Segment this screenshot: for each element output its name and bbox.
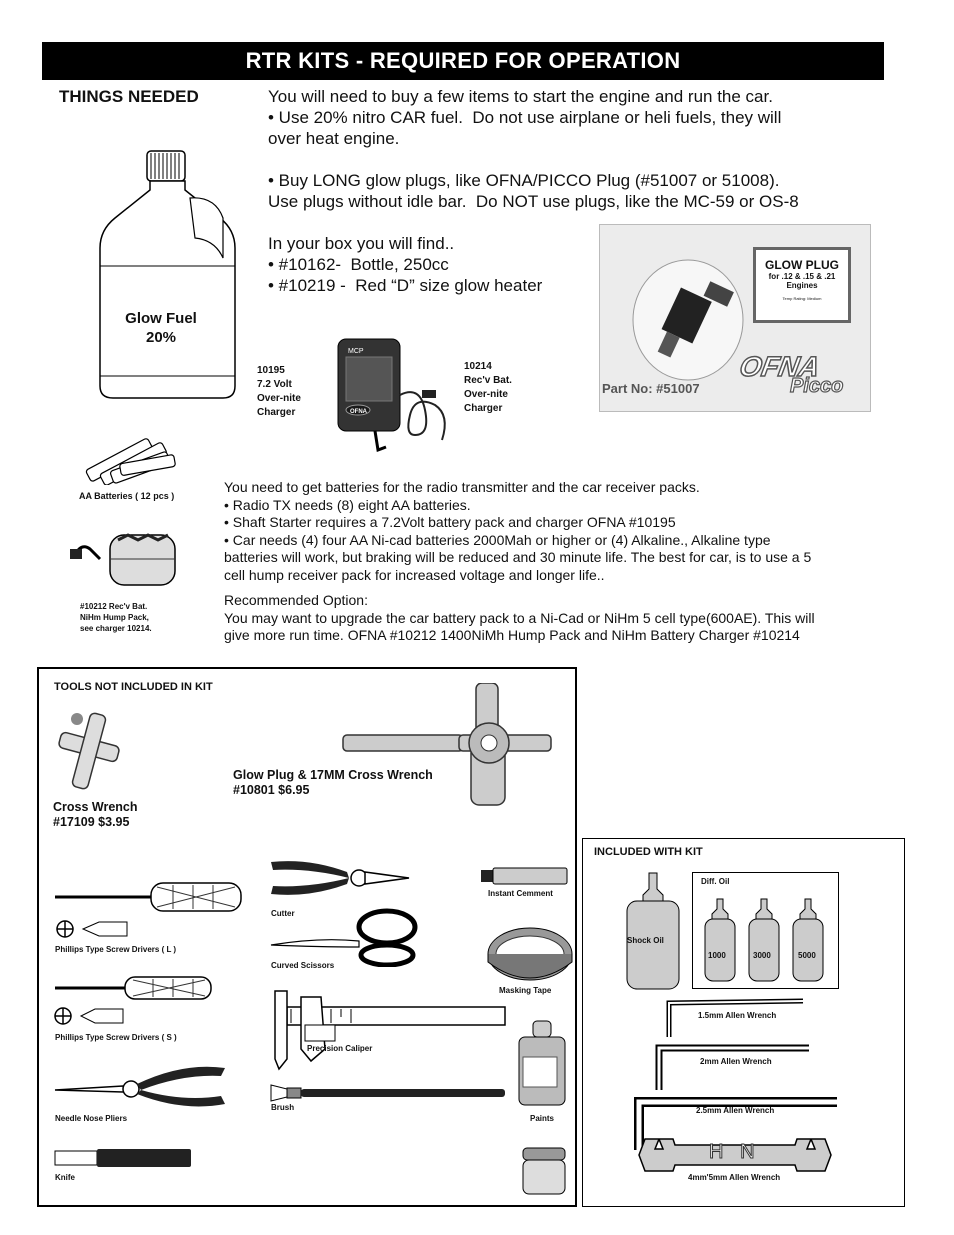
charger-label-line: 10214 — [464, 361, 492, 372]
picco-logo: Picco — [790, 375, 844, 397]
tools-heading: TOOLS NOT INCLUDED IN KIT — [54, 681, 213, 693]
glow-plug-icon — [628, 245, 748, 385]
charger-10195-label — [257, 364, 301, 420]
cross-wrench-caption-line: Cross Wrench — [53, 800, 138, 814]
oil-weight-1000: 1000 — [708, 951, 726, 960]
intro-line: In your box you will find.. — [268, 234, 455, 253]
intro-line: Use plugs without idle bar. Do NOT use plugs, like the MC-59 or OS-8 — [268, 192, 799, 211]
charger-icon — [330, 335, 458, 465]
intro-line: • #10219 - Red “D” size glow heater — [268, 276, 543, 295]
oil-weight-3000: 3000 — [753, 951, 771, 960]
allen-wrench-2-icon — [653, 1042, 813, 1094]
screwdriver-small-icon — [53, 974, 213, 1032]
screwdriver-large-icon — [53, 877, 243, 945]
battery-line — [224, 584, 894, 592]
glow-plug-subtitle: for .12 & .15 & .21 — [768, 272, 836, 281]
diff-oil-group — [692, 872, 839, 989]
cement-caption: Instant Cemment — [488, 889, 553, 898]
intro-line: over heat engine. — [268, 129, 400, 148]
things-needed-heading: THINGS NEEDED — [59, 87, 199, 106]
page-title: RTR KITS - REQUIRED FOR OPERATION — [245, 48, 681, 73]
allen-wrench-1-5-icon — [663, 997, 808, 1043]
shock-oil-label: Shock Oil — [627, 936, 664, 945]
glow-plug-rating: Temp Rating: Medium — [782, 296, 822, 301]
battery-line: You may want to upgrade the car battery pack to a Ni-Cad or NiHm 5 cell type(600AE). This will — [224, 609, 815, 626]
allen-2-5-caption: 2.5mm Allen Wrench — [696, 1106, 775, 1115]
instant-cement-icon — [479, 866, 571, 886]
precision-caliper-icon — [271, 989, 511, 1079]
hump-pack-caption — [80, 601, 152, 634]
intro-line: • #10162- Bottle, 250cc — [268, 255, 449, 274]
ofna-logo: OFNA — [737, 351, 823, 382]
batteries-text — [224, 479, 894, 645]
fuel-label-line: Glow Fuel — [125, 310, 197, 327]
oil-weight-5000: 5000 — [798, 951, 816, 960]
battery-line: • Radio TX needs (8) eight AA batteries. — [224, 496, 471, 513]
hump-pack-caption-line: NiHm Hump Pack, — [80, 613, 149, 622]
intro-line: You will need to buy a few items to start the engine and run the car. — [268, 87, 773, 106]
hump-pack-icon — [68, 525, 183, 600]
cutter-caption: Cutter — [271, 909, 295, 918]
battery-line: Recommended Option: — [224, 592, 368, 608]
brush-icon — [269, 1081, 509, 1105]
fuel-label-line: 20% — [145, 329, 177, 346]
glow-plug-package — [599, 224, 871, 412]
fuel-jug-icon — [95, 148, 240, 403]
battery-line: • Shaft Starter requires a 7.2Volt battery pack and charger OFNA #10195 — [224, 514, 676, 530]
cross-wrench-caption-line: #17109 $3.95 — [53, 815, 130, 829]
wrench-4-5-caption: 4mm'5mm Allen Wrench — [688, 1173, 781, 1182]
intro-line — [268, 149, 868, 170]
needle-pliers-caption: Needle Nose Pliers — [55, 1114, 128, 1123]
charger-label-line: Charger — [257, 407, 296, 418]
wrench-marks: H N — [709, 1141, 755, 1163]
charger-brand: OFNA — [350, 409, 367, 415]
tools-not-included-box — [37, 667, 577, 1207]
diff-oil-bottles-icon — [703, 897, 833, 983]
allen-2-caption: 2mm Allen Wrench — [700, 1057, 772, 1066]
phillips-l-caption: Phillips Type Screw Drivers ( L ) — [55, 945, 177, 954]
included-heading: INCLUDED WITH KIT — [594, 846, 703, 858]
glow-plug-label — [753, 247, 851, 323]
phillips-s-caption: Phillips Type Screw Drivers ( S ) — [55, 1033, 177, 1042]
glow-plug-subtitle2: Engines — [786, 281, 818, 290]
charger-label-line: 7.2 Volt — [257, 379, 292, 390]
caliper-caption: Precision Caliper — [307, 1044, 373, 1053]
knife-icon — [53, 1147, 195, 1171]
glow-wrench-caption — [233, 768, 433, 798]
charger-label-line: Over-nite — [257, 393, 301, 404]
intro-line: • Buy LONG glow plugs, like OFNA/PICCO Plug (#51007 or 51008). — [268, 171, 780, 190]
hump-pack-caption-line: #10212 Rec'v Bat. — [80, 602, 148, 611]
battery-line: • Car needs (4) four AA Ni-cad batteries 2000Mah or higher or (4) Alkaline., Alkaline type — [224, 531, 771, 548]
scissors-caption: Curved Scissors — [271, 961, 335, 970]
charger-label-line: Charger — [464, 403, 503, 414]
fuel-label — [95, 309, 227, 347]
battery-line: You need to get batteries for the radio transmitter and the car receiver packs. — [224, 479, 700, 495]
cutter-icon — [269, 854, 414, 902]
charger-10214-label — [464, 360, 512, 416]
battery-line: batteries will work, but braking will be reduced and 30 minute life. The best for car, is to use a 5 — [224, 549, 812, 565]
cross-wrench-icon — [53, 709, 125, 794]
masking-tape-icon — [485, 924, 575, 984]
intro-line: • Use 20% nitro CAR fuel. Do not use airplane or heli fuels, they will — [268, 108, 782, 127]
paint-jar-icon — [519, 1144, 571, 1198]
paint-bottle-icon — [513, 1019, 573, 1109]
included-with-kit-box — [582, 838, 905, 1207]
curved-scissors-icon — [269, 907, 429, 967]
shock-oil-bottle-icon — [623, 871, 683, 993]
allen-1-5-caption: 1.5mm Allen Wrench — [698, 1011, 777, 1020]
aa-batteries-icon — [80, 423, 180, 485]
charger-label-line: Rec'v Bat. — [464, 375, 512, 386]
glow-wrench-caption-line: #10801 $6.95 — [233, 783, 310, 797]
diff-oil-label: Diff. Oil — [701, 877, 730, 886]
glow-plug-part-no: Part No: #51007 — [602, 381, 700, 396]
knife-caption: Knife — [55, 1173, 75, 1182]
charger-label-line: 10195 — [257, 365, 285, 376]
charger-label-line: Over-nite — [464, 389, 508, 400]
brush-caption: Brush — [271, 1103, 295, 1112]
battery-line: cell hump receiver pack for increased voltage and longer life.. — [224, 566, 605, 583]
needle-nose-pliers-icon — [53, 1062, 231, 1112]
glow-wrench-caption-line: Glow Plug & 17MM Cross Wrench — [233, 768, 433, 782]
paints-caption: Paints — [530, 1114, 555, 1123]
charger-brand-top: MCP — [348, 348, 364, 355]
battery-line: give more run time. OFNA #10212 1400NiMh Hump Pack and NiHm Battery Charger #10214 — [224, 627, 800, 643]
hump-pack-caption-line: see charger 10214. — [80, 624, 152, 633]
tape-caption: Masking Tape — [499, 986, 552, 995]
cross-wrench-caption — [53, 800, 138, 830]
glow-plug-title: GLOW PLUG — [765, 258, 839, 272]
aa-batteries-caption: AA Batteries ( 12 pcs ) — [79, 491, 175, 501]
page-title-banner — [42, 42, 884, 80]
